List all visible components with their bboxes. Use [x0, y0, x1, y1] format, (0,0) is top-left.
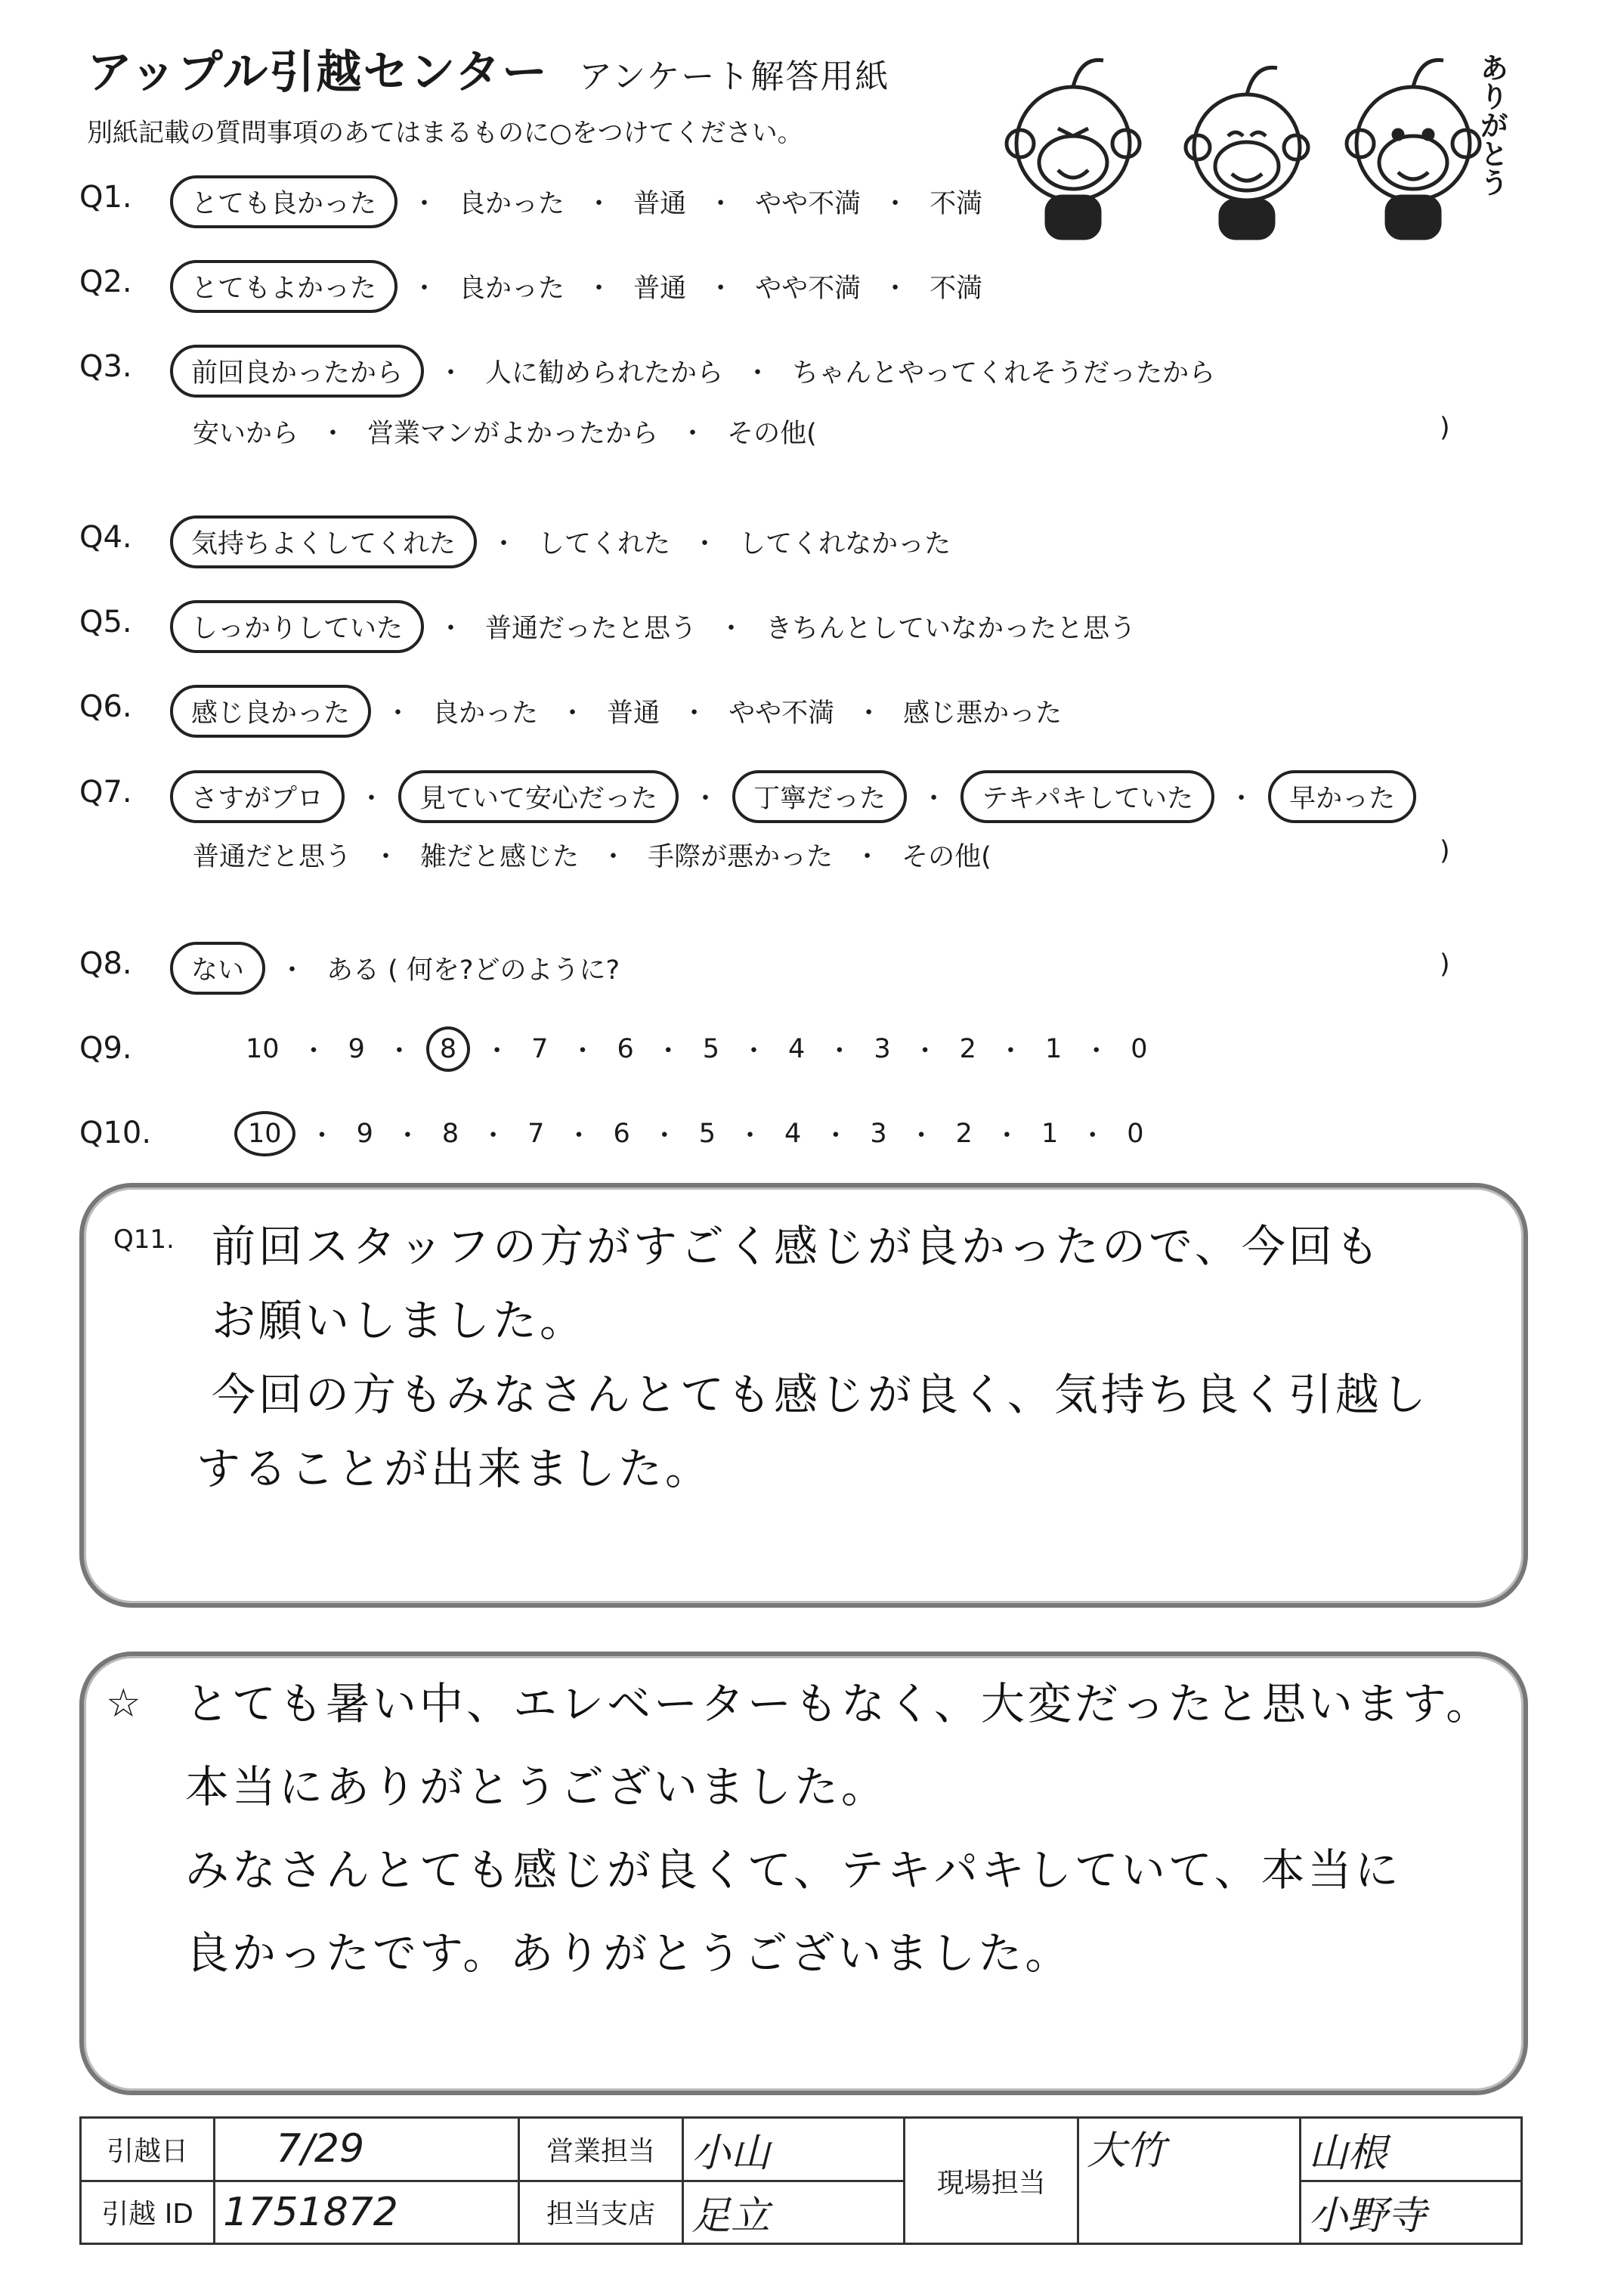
sales-label: 営業担当 [519, 2118, 683, 2181]
q7-label: Q7. [79, 775, 132, 810]
q7-option[interactable]: 手際が悪かった [648, 842, 834, 872]
q6-option[interactable]: 普通 [607, 698, 660, 729]
q1-option[interactable]: 良かった [459, 189, 565, 219]
q6-options: 感じ良かった ・ 良かった ・ 普通 ・ やや不満 ・ 感じ悪かった [170, 685, 1069, 738]
q9-score[interactable]: 3 [874, 1034, 891, 1064]
monkey-icon-2 [1186, 67, 1308, 238]
q9-score[interactable]: 9 [348, 1034, 365, 1064]
q2-option[interactable]: 良かった [459, 274, 565, 304]
star-icon: ☆ [106, 1681, 144, 1726]
q5-options: しっかりしていた ・ 普通だったと思う ・ きちんとしていなかったと思う [170, 600, 1143, 653]
q4-options: 気持ちよくしてくれた ・ してくれた ・ してくれなかった [170, 515, 958, 568]
q11-answer-line: お願いしました。 [212, 1295, 587, 1346]
q6-option[interactable]: 感じ良かった [170, 685, 371, 738]
q9-score[interactable]: 8 [426, 1026, 470, 1072]
move-date-value: 7/29 [215, 2118, 519, 2181]
q5-label: Q5. [79, 605, 132, 639]
comment-line: とても暑い中、エレベーターもなく、大変だったと思います。 [185, 1678, 1493, 1729]
q2-option[interactable]: やや不満 [755, 274, 861, 304]
q10-label: Q10. [79, 1116, 152, 1150]
q3-options-line2: 安いから ・ 営業マンがよかったから ・ その他( [185, 408, 824, 455]
q2-options: とてもよかった ・ 良かった ・ 普通 ・ やや不満 ・ 不満 [170, 260, 990, 313]
comment-line: みなさんとても感じが良くて、テキパキしていて、本当に [185, 1844, 1402, 1896]
q3-option[interactable]: 人に勧められたから [485, 358, 724, 389]
q10-score[interactable]: 9 [356, 1119, 373, 1149]
q9-score[interactable]: 1 [1044, 1034, 1063, 1064]
q10-score[interactable]: 2 [955, 1119, 973, 1149]
q1-label: Q1. [79, 180, 132, 215]
q9-score[interactable]: 7 [531, 1034, 549, 1064]
q3-options-line1: 前回良かったから ・ 人に勧められたから ・ ちゃんとやってくれそうだったから [170, 345, 1223, 398]
site-staff-value-2b: 小野寺 [1300, 2181, 1521, 2244]
q7-options-line2: 普通だと思う ・ 雑だと感じた ・ 手際が悪かった ・ その他( [185, 831, 999, 878]
q3-option-other[interactable]: その他( [727, 419, 817, 449]
q10-scale: 10 ・ 9 ・ 8 ・ 7 ・ 6 ・ 5 ・ 4 ・ 3 ・ 2 ・ 1 ・ 0 [234, 1111, 1152, 1156]
q9-score[interactable]: 2 [959, 1034, 976, 1064]
q9-score[interactable]: 0 [1131, 1034, 1148, 1064]
q1-option[interactable]: 不満 [930, 189, 983, 219]
q5-option[interactable]: きちんとしていなかったと思う [766, 614, 1137, 644]
q7-option[interactable]: 丁寧だった [732, 770, 907, 823]
q6-option[interactable]: やや不満 [728, 698, 835, 729]
q7-options-line1: さすがプロ ・ 見ていて安心だった ・ 丁寧だった ・ テキパキしていた ・ 早かった [170, 770, 1416, 823]
q2-label: Q2. [79, 265, 132, 299]
q8-label: Q8. [79, 946, 132, 981]
site-staff-value-2a: 山根 [1300, 2118, 1521, 2181]
site-staff-value-1: 大竹 [1078, 2118, 1300, 2244]
q10-score[interactable]: 0 [1127, 1119, 1144, 1149]
q3-paren-close: ) [1440, 413, 1450, 443]
q10-score[interactable]: 1 [1041, 1119, 1059, 1149]
q7-option[interactable]: 普通だと思う [193, 842, 352, 872]
q11-answer-line: することが出来ました。 [196, 1443, 713, 1494]
branch-value: 足立 [682, 2181, 904, 2244]
q3-label: Q3. [79, 349, 132, 384]
move-date-label: 引越日 [81, 2118, 215, 2181]
q3-option[interactable]: 営業マンがよかったから [367, 419, 659, 449]
q3-option[interactable]: 安いから [193, 419, 299, 449]
q5-option[interactable]: しっかりしていた [170, 600, 424, 653]
q7-option[interactable]: 早かった [1268, 770, 1416, 823]
q10-score[interactable]: 10 [234, 1111, 295, 1156]
site-staff-label: 現場担当 [905, 2118, 1078, 2244]
q4-option[interactable]: してくれた [538, 529, 671, 559]
move-info-table [79, 2116, 1523, 2245]
q3-option[interactable]: 前回良かったから [170, 345, 424, 398]
q10-score[interactable]: 3 [870, 1119, 887, 1149]
q7-option-other[interactable]: その他( [902, 842, 991, 872]
q9-score[interactable]: 5 [702, 1034, 720, 1064]
q7-option[interactable]: テキパキしていた [960, 770, 1214, 823]
q2-option[interactable]: 普通 [633, 274, 687, 304]
q8-option[interactable]: ある ( 何を?どのように? [326, 955, 620, 986]
q10-score[interactable]: 4 [784, 1119, 802, 1149]
q1-option[interactable]: やや不満 [755, 189, 861, 219]
q7-option[interactable]: 見ていて安心だった [398, 770, 679, 823]
q3-option[interactable]: ちゃんとやってくれそうだったから [792, 358, 1216, 389]
q9-scale: 10 ・ 9 ・ 8 ・ 7 ・ 6 ・ 5 ・ 4 ・ 3 ・ 2 ・ 1 ・ 0 [238, 1026, 1155, 1072]
q9-label: Q9. [79, 1031, 132, 1066]
q1-option[interactable]: 普通 [633, 189, 687, 219]
form-name: アンケート解答用紙 [579, 57, 890, 96]
q11-answer-line: 今回の方もみなさんとても感じが良く、気持ち良く引越し [212, 1369, 1429, 1420]
q1-option[interactable]: とても良かった [170, 175, 397, 228]
comment-line: 本当にありがとうございました。 [185, 1761, 889, 1813]
q2-option[interactable]: とてもよかった [170, 260, 397, 313]
q5-option[interactable]: 普通だったと思う [485, 614, 698, 644]
q4-label: Q4. [79, 520, 132, 555]
move-id-label: 引越 ID [81, 2181, 215, 2244]
move-id-value: 1751872 [215, 2181, 519, 2244]
branch-label: 担当支店 [519, 2181, 683, 2244]
q4-option[interactable]: 気持ちよくしてくれた [170, 515, 477, 568]
q11-answer-line: 前回スタッフの方がすごく感じが良かったので、今回も [212, 1221, 1382, 1272]
q10-score[interactable]: 8 [441, 1119, 459, 1149]
q9-score[interactable]: 6 [617, 1034, 634, 1064]
mascot-illustration [990, 45, 1519, 249]
q6-option[interactable]: 良かった [432, 698, 539, 729]
monkey-icon-3 [1347, 60, 1480, 238]
q10-score[interactable]: 7 [527, 1119, 545, 1149]
q8-paren-close: ) [1440, 949, 1450, 980]
q10-score[interactable]: 5 [698, 1119, 716, 1149]
company-name: アップル引越センター [87, 46, 549, 99]
q6-label: Q6. [79, 689, 132, 724]
comment-line: 良かったです。ありがとうございました。 [185, 1927, 1072, 1979]
q4-option[interactable]: してくれなかった [739, 529, 951, 559]
q6-option[interactable]: 感じ悪かった [903, 698, 1063, 729]
q7-option[interactable]: さすがプロ [170, 770, 345, 823]
sales-value: 小山 [682, 2118, 904, 2181]
q2-option[interactable]: 不満 [930, 274, 983, 304]
form-title [87, 36, 889, 101]
q1-options: とても良かった ・ 良かった ・ 普通 ・ やや不満 ・ 不満 [170, 175, 990, 228]
q9-score[interactable]: 4 [788, 1034, 806, 1064]
monkey-icon-1 [1007, 60, 1140, 238]
q7-paren-close: ) [1440, 836, 1450, 866]
instruction-text: 別紙記載の質問事項のあてはまるものに○をつけてください。 [87, 118, 803, 148]
q10-score[interactable]: 6 [613, 1119, 630, 1149]
q8-option[interactable]: ない [170, 942, 265, 995]
q7-option[interactable]: 雑だと感じた [420, 842, 580, 872]
q9-score[interactable]: 10 [246, 1034, 280, 1064]
mascot-caption: ありがとう [1475, 53, 1508, 197]
q8-options: ない ・ ある ( 何を?どのように? [170, 942, 627, 995]
q11-label: Q11. [113, 1224, 175, 1255]
